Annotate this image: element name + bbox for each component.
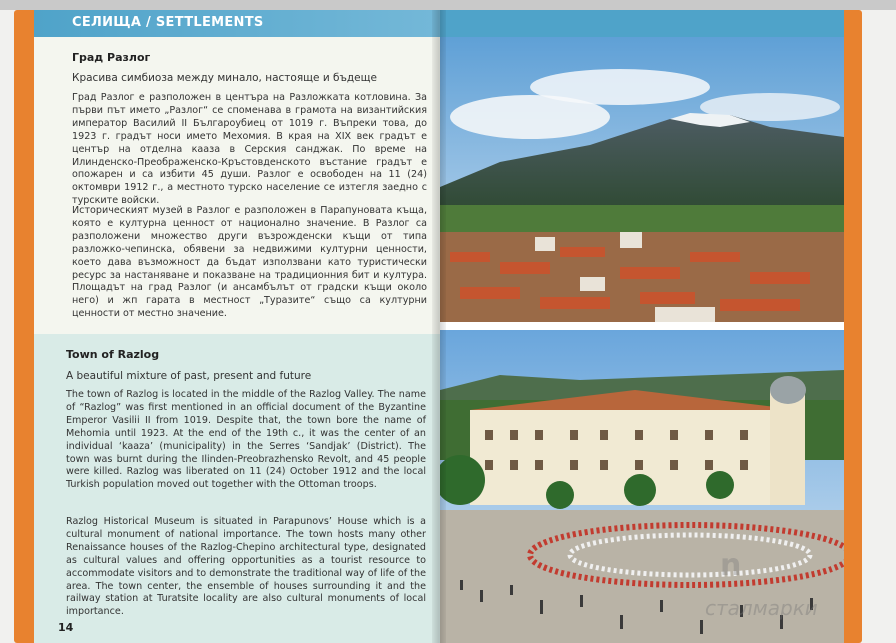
bg-paragraph-2: Историческият музей в Разлог е разположен в Парапуновата къща, която е културна ценност от национално значение. В Разлог са разположени множество други възрожденски къщи от типа разложко-чепинска, обявени за недвижими културни ценности, което дава възможност да бъдат използвани като туристически ресурс за настаняване и показване на традиционния бит и култура. Площадът на град Разлог (и ансамбълът от градски къщи около него) и жп гарата в местност „Туразите“ също са културни ценности от местно значение. bbox=[72, 205, 427, 320]
bg-title: Град Разлог bbox=[72, 51, 151, 64]
left-page bbox=[34, 10, 440, 643]
bg-paragraph-1: Град Разлог е разположен в центъра на Разложката котловина. За първи път името „Разлог“ се споменава в грамота на византийския император Василий II Българоубиец от 1019 г. Въпреки това, до 1923 г. градът носи името Мехомия. В края на XIX век градът е център на отделна кааза в Серския санджак. По време на Илинденско-Преображенско-Кръстовденското въстание градът е опожарен и са избити 45 души. Разлог е освободен на 11 (24) октомври 1912 г., а местното турско население се изтегля заедно с турските войски. bbox=[72, 92, 427, 207]
book-fold bbox=[432, 10, 446, 643]
page-number: 14 bbox=[58, 621, 74, 634]
watermark-logo: n bbox=[720, 548, 742, 583]
watermark-site: сталмарки bbox=[705, 596, 818, 620]
bg-subtitle: Красива симбиоза между минало, настояще и бъдеще bbox=[72, 72, 377, 84]
town-panorama-photo bbox=[440, 37, 844, 322]
english-text-block bbox=[34, 334, 440, 643]
right-page bbox=[440, 10, 844, 643]
en-subtitle: A beautiful mixture of past, present and future bbox=[66, 370, 312, 382]
en-paragraph-2: Razlog Historical Museum is situated in Parapunovs’ House which is a cultural monument of national importance. The town hosts many other Renaissance houses of the Razlog-Chepino architectural type, designated as cultural values and offering opportunities as a tourist resource to accommodate visitors and to demonstrate the traditional way of life of the area. The town center, the ensemble of houses surrounding it and the railway station at Turatsite locality are also cultural monuments of local importance. bbox=[66, 516, 426, 618]
section-header-band bbox=[34, 10, 440, 37]
top-edge bbox=[0, 0, 896, 10]
en-paragraph-1: The town of Razlog is located in the middle of the Razlog Valley. The name of “Razlog” was first mentioned in an official document of the Byzantine Emperor Vasilii II from 1019. Despite that, the town bore the name of Mehomia until 1923. At the end of the 19th c., it was the center of an individual ‘kaaza’ (municipality) in the Serres ‘Sandjak’ (District). The town was burnt during the Ilinden-Preobrazhensko Revolt, and 45 people were killed. Razlog was liberated on 11 (24) October 1912 and the local Turkish population moved out together with the Ottoman troops. bbox=[66, 389, 426, 491]
right-header-band bbox=[440, 10, 844, 37]
bulgarian-text-block bbox=[34, 37, 440, 334]
en-title: Town of Razlog bbox=[66, 348, 160, 361]
section-title: СЕЛИЩА / SETTLEMENTS bbox=[72, 15, 264, 30]
